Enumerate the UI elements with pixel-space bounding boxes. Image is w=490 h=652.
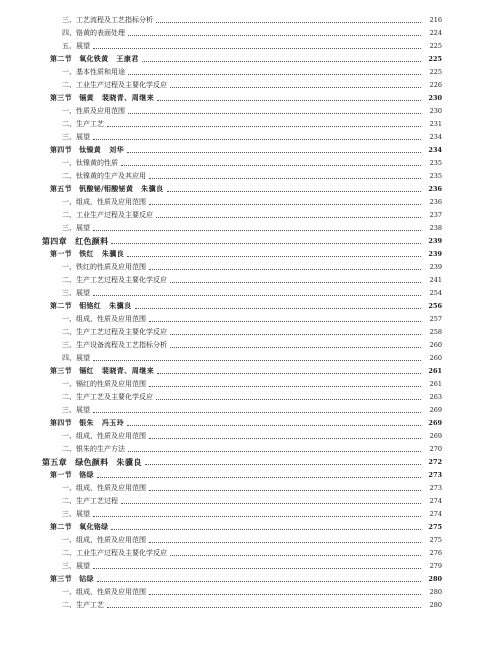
toc-entry-page-number: 225 xyxy=(429,42,442,50)
toc-entry-page-number: 270 xyxy=(429,445,442,453)
toc-entry-title: 第一节 铬绿 xyxy=(50,470,94,479)
toc-item-row[interactable] xyxy=(0,313,442,325)
toc-section-row[interactable] xyxy=(0,365,442,377)
toc-entry-title: 二、生产工艺过程 xyxy=(62,497,118,505)
dot-leader xyxy=(93,138,421,140)
dot-leader xyxy=(93,359,421,361)
dot-leader xyxy=(107,606,421,608)
toc-section-row[interactable] xyxy=(0,521,442,533)
toc-chapter-row[interactable] xyxy=(0,456,442,468)
toc-entry-title: 三、生产设备流程及工艺指标分析 xyxy=(62,341,167,349)
dot-leader xyxy=(149,489,421,491)
toc-entry-title: 第四节 钛镍黄 xyxy=(50,145,102,154)
dot-leader xyxy=(93,411,421,413)
toc-entry-page-number: 257 xyxy=(429,315,442,323)
toc-entry-page-number: 275 xyxy=(429,536,442,544)
toc-item-row[interactable] xyxy=(0,157,442,169)
toc-item-row[interactable] xyxy=(0,599,442,611)
toc-item-row[interactable] xyxy=(0,391,442,403)
dot-leader xyxy=(128,112,421,114)
toc-section-row[interactable] xyxy=(0,300,442,312)
toc-entry-title: 三、展望 xyxy=(62,224,90,232)
dot-leader xyxy=(121,502,421,504)
toc-item-row[interactable] xyxy=(0,508,442,520)
toc-entry-page-number: 273 xyxy=(428,471,442,479)
toc-item-row[interactable] xyxy=(0,40,442,52)
toc-item-row[interactable] xyxy=(0,534,442,546)
dot-leader xyxy=(128,73,421,75)
toc-item-row[interactable] xyxy=(0,287,442,299)
toc-entry-title: 四、铬黄的表面处理 xyxy=(62,29,125,37)
toc-entry-page-number: 261 xyxy=(429,380,442,388)
toc-entry-title: 一、组成、性质及应用范围 xyxy=(62,588,146,596)
dot-leader xyxy=(127,255,421,257)
toc-entry-page-number: 276 xyxy=(429,549,442,557)
toc-entry-author: 朱骥良 xyxy=(101,249,125,258)
toc-item-row[interactable] xyxy=(0,560,442,572)
toc-item-row[interactable] xyxy=(0,443,442,455)
toc-entry-title: 第三节 镉黄 xyxy=(50,93,94,102)
toc-entry-title: 一、钛镍黄的性质 xyxy=(62,159,118,167)
dot-leader xyxy=(149,541,421,543)
dot-leader xyxy=(121,164,421,166)
toc-entry-title: 二、工业生产过程及主要化学反应 xyxy=(62,549,167,557)
toc-item-row[interactable] xyxy=(0,430,442,442)
toc-entry-title: 三、展望 xyxy=(62,562,90,570)
toc-entry-title: 一、组成、性质及应用范围 xyxy=(62,432,146,440)
toc-item-row[interactable] xyxy=(0,274,442,286)
toc-entry-title: 第二节 氧化铁黄 xyxy=(50,54,109,63)
dot-leader xyxy=(149,177,421,179)
toc-item-row[interactable] xyxy=(0,170,442,182)
toc-item-row[interactable] xyxy=(0,495,442,507)
toc-entry-page-number: 236 xyxy=(429,198,442,206)
dot-leader xyxy=(107,125,421,127)
dot-leader xyxy=(142,60,421,62)
toc-entry-title: 一、性质及应用范围 xyxy=(62,107,125,115)
toc-entry-title: 一、基本性质和用途 xyxy=(62,68,125,76)
toc-entry-title: 一、组成、性质及应用范围 xyxy=(62,536,146,544)
toc-entry-author: 刘华 xyxy=(109,145,125,154)
toc-item-row[interactable] xyxy=(0,196,442,208)
toc-entry-title: 第四节 银朱 xyxy=(50,418,94,427)
toc-section-row[interactable] xyxy=(0,144,442,156)
toc-item-row[interactable] xyxy=(0,482,442,494)
dot-leader xyxy=(97,476,421,478)
toc-entry-page-number: 230 xyxy=(428,94,442,102)
toc-entry-page-number: 234 xyxy=(428,146,442,154)
toc-item-row[interactable] xyxy=(0,261,442,273)
toc-entry-page-number: 230 xyxy=(429,107,442,115)
toc-entry-page-number: 258 xyxy=(429,328,442,336)
toc-entry-title: 三、展望 xyxy=(62,289,90,297)
dot-leader xyxy=(93,567,421,569)
toc-entry-author: 朱骥良 xyxy=(116,457,142,467)
dot-leader xyxy=(128,34,421,36)
dot-leader xyxy=(127,151,421,153)
toc-entry-title: 二、生产工艺 xyxy=(62,120,104,128)
dot-leader xyxy=(170,346,421,348)
toc-item-row[interactable] xyxy=(0,378,442,390)
dot-leader xyxy=(111,528,421,530)
toc-item-row[interactable] xyxy=(0,131,442,143)
toc-item-row[interactable] xyxy=(0,222,442,234)
toc-entry-page-number: 261 xyxy=(428,367,442,375)
toc-entry-title: 第五节 钒酸铋/钼酸铋黄 xyxy=(50,184,134,193)
toc-entry-page-number: 235 xyxy=(429,172,442,180)
toc-entry-title: 第四章 红色颜料 xyxy=(42,236,109,246)
dot-leader xyxy=(149,320,421,322)
toc-entry-page-number: 236 xyxy=(428,185,442,193)
toc-entry-page-number: 231 xyxy=(429,120,442,128)
dot-leader xyxy=(93,515,421,517)
toc-entry-page-number: 273 xyxy=(429,484,442,492)
dot-leader xyxy=(170,281,421,283)
toc-item-row[interactable] xyxy=(0,118,442,130)
dot-leader xyxy=(128,450,421,452)
toc-entry-page-number: 254 xyxy=(429,289,442,297)
toc-entry-page-number: 280 xyxy=(428,575,442,583)
dot-leader xyxy=(93,229,421,231)
toc-item-row[interactable] xyxy=(0,404,442,416)
toc-entry-page-number: 225 xyxy=(429,68,442,76)
toc-entry-title: 二、银朱的生产方法 xyxy=(62,445,125,453)
toc-entry-title: 二、生产工艺过程及主要化学反应 xyxy=(62,328,167,336)
toc-entry-author: 朱骥良 xyxy=(141,184,164,193)
toc-entry-page-number: 263 xyxy=(429,393,442,401)
dot-leader xyxy=(93,47,421,49)
toc-entry-author: 裴晓青、周继来 xyxy=(101,93,155,102)
toc-entry-title: 五、展望 xyxy=(62,42,90,50)
toc-entry-title: 第二节 氧化铬绿 xyxy=(50,522,109,531)
toc-entry-title: 二、生产工艺及主要化学反应 xyxy=(62,393,153,401)
toc-item-row[interactable] xyxy=(0,326,442,338)
toc-entry-title: 二、钛镍黄的生产及其应用 xyxy=(62,172,146,180)
toc-entry-title: 一、组成、性质及应用范围 xyxy=(62,484,146,492)
toc-entry-page-number: 256 xyxy=(428,302,442,310)
dot-leader xyxy=(149,385,421,387)
toc-entry-title: 二、工业生产过程及主要化学反应 xyxy=(62,81,167,89)
toc-entry-page-number: 269 xyxy=(428,419,442,427)
toc-entry-title: 一、组成、性质及应用范围 xyxy=(62,315,146,323)
toc-section-row[interactable] xyxy=(0,92,442,104)
dot-leader xyxy=(149,593,421,595)
toc-entry-author: 王康君 xyxy=(116,54,139,63)
toc-item-row[interactable] xyxy=(0,209,442,221)
toc-item-row[interactable] xyxy=(0,66,442,78)
toc-entry-title: 三、展望 xyxy=(62,133,90,141)
toc-item-row[interactable] xyxy=(0,79,442,91)
toc-entry-title: 一、铁红的性质及应用范围 xyxy=(62,263,146,271)
toc-section-row[interactable] xyxy=(0,417,442,429)
toc-entry-title: 三、工艺流程及工艺指标分析 xyxy=(62,16,153,24)
toc-entry-title: 三、展望 xyxy=(62,510,90,518)
toc-entry-page-number: 260 xyxy=(429,341,442,349)
toc-entry-page-number: 239 xyxy=(429,263,442,271)
table-of-contents xyxy=(0,14,490,614)
toc-entry-title: 第三节 钴绿 xyxy=(50,574,94,583)
toc-item-row[interactable] xyxy=(0,105,442,117)
toc-entry-title: 二、生产工艺 xyxy=(62,601,104,609)
toc-entry-page-number: 269 xyxy=(429,406,442,414)
toc-item-row[interactable] xyxy=(0,547,442,559)
dot-leader xyxy=(149,437,421,439)
dot-leader xyxy=(156,216,421,218)
toc-entry-title: 四、展望 xyxy=(62,354,90,362)
toc-entry-page-number: 260 xyxy=(429,354,442,362)
toc-entry-page-number: 237 xyxy=(429,211,442,219)
toc-entry-page-number: 238 xyxy=(429,224,442,232)
toc-entry-title: 第一节 铁红 xyxy=(50,249,94,258)
toc-entry-page-number: 241 xyxy=(429,276,442,284)
dot-leader xyxy=(157,99,421,101)
toc-entry-page-number: 224 xyxy=(429,29,442,37)
toc-entry-author: 朱骥良 xyxy=(109,301,132,310)
toc-entry-author: 裴晓青、周继来 xyxy=(101,366,155,375)
toc-entry-page-number: 234 xyxy=(429,133,442,141)
dot-leader xyxy=(170,333,421,335)
toc-entry-title: 第五章 绿色颜料 xyxy=(42,457,109,467)
toc-item-row[interactable] xyxy=(0,14,442,26)
toc-section-row[interactable] xyxy=(0,183,442,195)
toc-entry-page-number: 279 xyxy=(429,562,442,570)
toc-item-row[interactable] xyxy=(0,27,442,39)
toc-entry-page-number: 274 xyxy=(429,510,442,518)
toc-chapter-row[interactable] xyxy=(0,235,442,247)
toc-entry-page-number: 225 xyxy=(428,55,442,63)
toc-entry-title: 二、工业生产过程及主要反应 xyxy=(62,211,153,219)
toc-entry-page-number: 280 xyxy=(429,588,442,596)
toc-section-row[interactable] xyxy=(0,573,442,585)
toc-item-row[interactable] xyxy=(0,339,442,351)
toc-entry-author: 冯玉玲 xyxy=(101,418,125,427)
dot-leader xyxy=(97,580,421,582)
toc-entry-page-number: 235 xyxy=(429,159,442,167)
toc-item-row[interactable] xyxy=(0,352,442,364)
toc-entry-page-number: 272 xyxy=(428,458,442,466)
dot-leader xyxy=(149,203,421,205)
dot-leader xyxy=(156,398,421,400)
toc-entry-page-number: 216 xyxy=(429,16,442,24)
toc-entry-page-number: 226 xyxy=(429,81,442,89)
dot-leader xyxy=(157,372,421,374)
toc-item-row[interactable] xyxy=(0,586,442,598)
toc-entry-title: 二、生产工艺过程及主要化学反应 xyxy=(62,276,167,284)
dot-leader xyxy=(111,242,421,244)
toc-entry-page-number: 269 xyxy=(429,432,442,440)
dot-leader xyxy=(167,190,421,192)
toc-section-row[interactable] xyxy=(0,248,442,260)
dot-leader xyxy=(149,268,421,270)
dot-leader xyxy=(170,86,421,88)
toc-entry-page-number: 280 xyxy=(429,601,442,609)
toc-section-row[interactable] xyxy=(0,469,442,481)
toc-entry-title: 一、镉红的性质及应用范围 xyxy=(62,380,146,388)
toc-section-row[interactable] xyxy=(0,53,442,65)
dot-leader xyxy=(156,21,421,23)
toc-entry-title: 第三节 镉红 xyxy=(50,366,94,375)
dot-leader xyxy=(170,554,421,556)
dot-leader xyxy=(127,424,421,426)
dot-leader xyxy=(145,463,421,465)
dot-leader xyxy=(93,294,421,296)
dot-leader xyxy=(135,307,421,309)
toc-entry-title: 三、展望 xyxy=(62,406,90,414)
toc-entry-title: 第二节 钼铬红 xyxy=(50,301,102,310)
toc-entry-page-number: 239 xyxy=(428,250,442,258)
toc-entry-page-number: 274 xyxy=(429,497,442,505)
toc-entry-page-number: 275 xyxy=(428,523,442,531)
toc-entry-page-number: 239 xyxy=(428,237,442,245)
toc-entry-title: 一、组成、性质及应用范围 xyxy=(62,198,146,206)
